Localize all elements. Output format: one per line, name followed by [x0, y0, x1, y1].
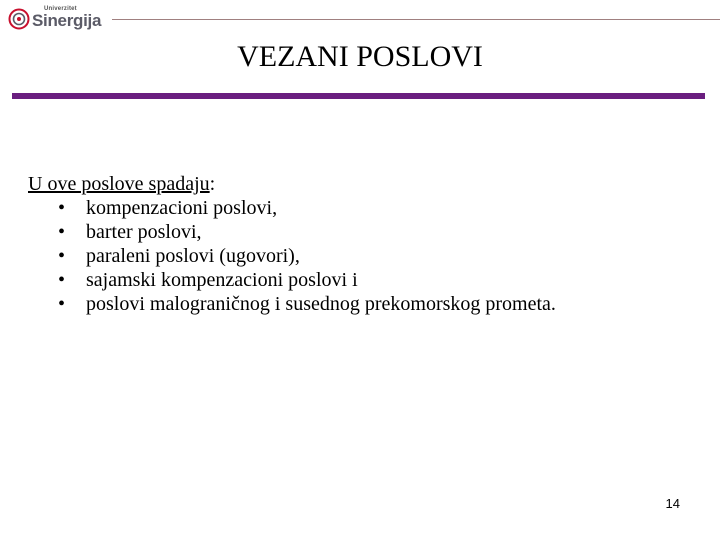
slide-header: [0, 0, 720, 36]
intro-colon: :: [209, 173, 216, 195]
bullet-icon: •: [58, 293, 66, 315]
sinergija-emblem-icon: [8, 8, 30, 30]
list-item: [28, 268, 708, 292]
intro-line: [28, 172, 708, 196]
page-number: 14: [665, 496, 680, 511]
bullet-icon: •: [58, 197, 66, 219]
bullet-icon: •: [58, 221, 66, 243]
list-item: [28, 244, 708, 268]
list-item-text: barter poslovi,: [86, 221, 202, 243]
list-item: [28, 196, 708, 220]
university-logo: [8, 6, 112, 32]
list-item-text: paraleni poslovi (ugovori),: [86, 245, 300, 267]
list-item: [28, 220, 708, 244]
list-item-text: poslovi malograničnog i susednog prekomorskog prometa.: [86, 293, 556, 315]
list-item-text: sajamski kompenzacioni poslovi i: [86, 269, 358, 291]
slide-title: VEZANI POSLOVI: [237, 40, 483, 73]
logo-small-text: Univerzitet: [44, 6, 77, 12]
bullet-icon: •: [58, 245, 66, 267]
bullet-icon: •: [58, 269, 66, 291]
slide-body: [28, 172, 708, 316]
bullet-list: [28, 196, 708, 316]
list-item-text: kompenzacioni poslovi,: [86, 197, 278, 219]
header-divider: [112, 19, 720, 20]
intro-text: U ove poslove spadaju: [28, 173, 210, 195]
list-item: [28, 292, 708, 316]
title-rule: [12, 93, 705, 99]
logo-name: Sinergija: [32, 11, 102, 30]
